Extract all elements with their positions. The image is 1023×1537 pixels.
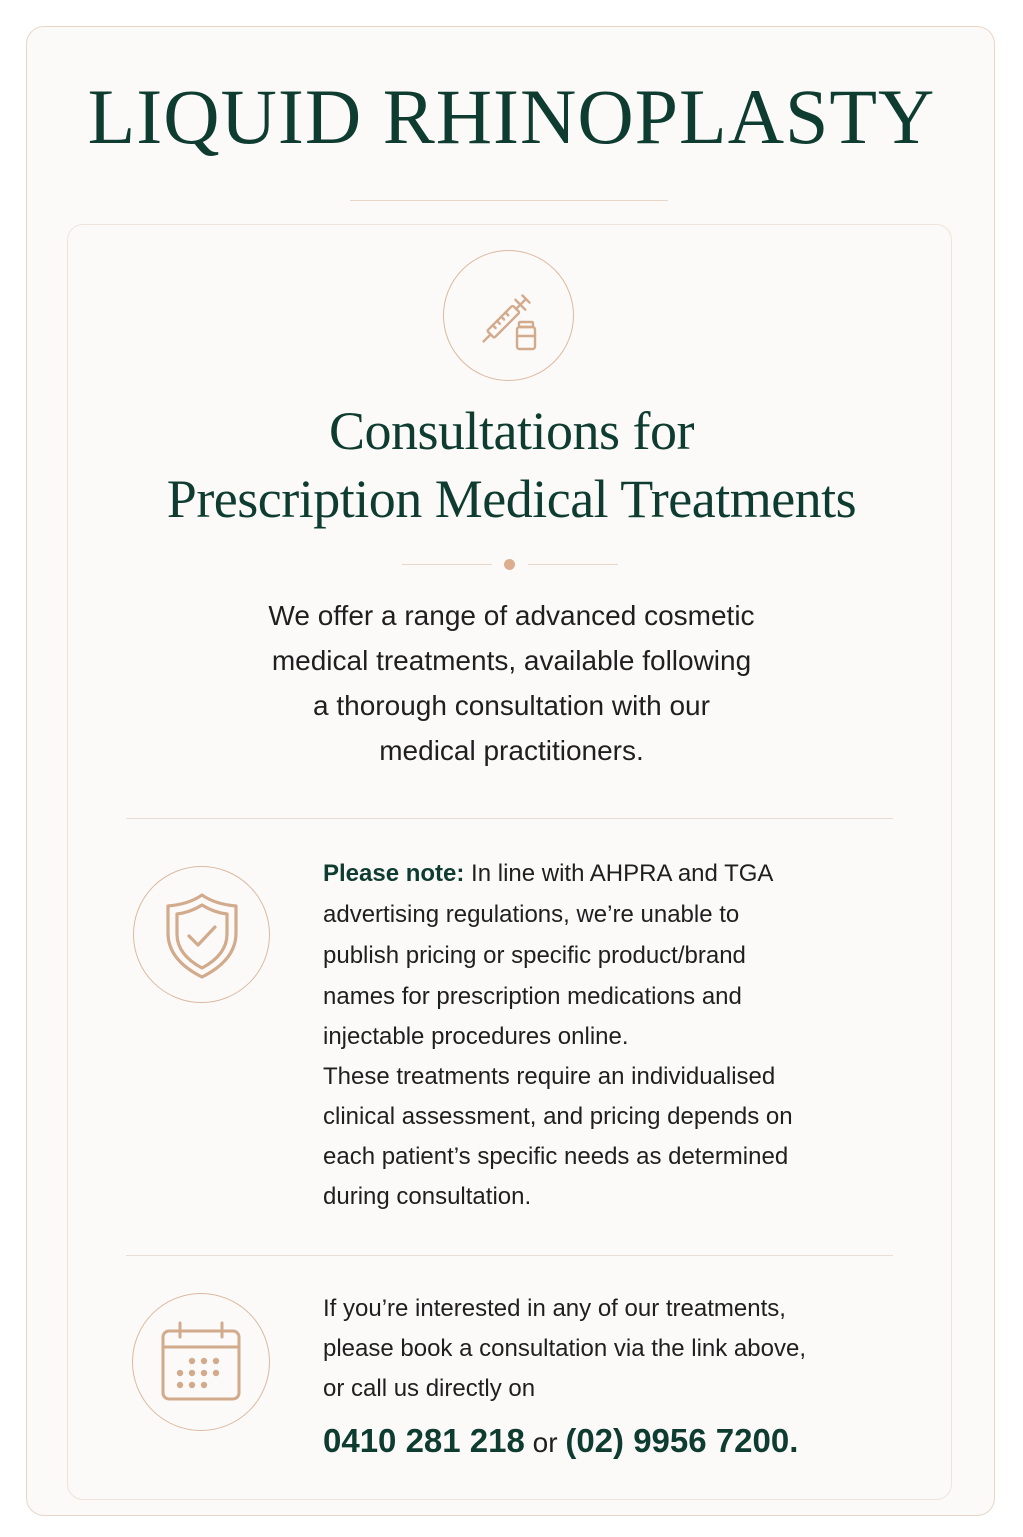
ornament-dot [504, 559, 515, 570]
note-line: clinical assessment, and pricing depends on [323, 1103, 793, 1130]
note-line: names for prescription medications and [323, 983, 742, 1010]
title-divider [350, 200, 668, 201]
cta-line: please book a consultation via the link above, [323, 1335, 806, 1362]
note-line: advertising regulations, we’re unable to [323, 901, 740, 928]
note-line-first [323, 862, 773, 886]
note-line: each patient’s specific needs as determined [323, 1143, 789, 1170]
section-divider [126, 1255, 893, 1256]
brand-title: LIQUID RHINOPLASTY [87, 73, 936, 160]
phone-line [323, 1424, 798, 1457]
calendar-icon [132, 1293, 270, 1431]
note-label: Please note: [323, 860, 465, 887]
shield-check-icon [133, 866, 270, 1003]
intro-text-line: medical treatments, available following [271, 645, 752, 676]
phone-mobile-link[interactable]: 0410 281 218 [323, 1422, 525, 1459]
phone-landline-link[interactable]: (02) 9956 7200. [565, 1422, 799, 1459]
intro-text-line: We offer a range of advanced cosmetic [268, 600, 755, 631]
note-line: These treatments require an individualised [323, 1063, 776, 1090]
note-line: during consultation. [323, 1183, 532, 1210]
intro-text-line: a thorough consultation with our [313, 690, 710, 721]
syringe-vial-icon [443, 250, 574, 381]
cta-line: If you’re interested in any of our treatments, [323, 1295, 786, 1322]
cta-line: or call us directly on [323, 1375, 536, 1402]
phone-separator: or [524, 1427, 566, 1458]
note-line: injectable procedures online. [323, 1023, 629, 1050]
section-heading-line-1: Consultations for [329, 401, 694, 461]
section-divider [126, 818, 893, 819]
ornament-divider-right [528, 564, 618, 565]
intro-text-line: medical practitioners. [379, 735, 644, 766]
ornament-divider-left [402, 564, 492, 565]
section-heading-line-2: Prescription Medical Treatments [166, 469, 857, 529]
note-line: publish pricing or specific product/brand [323, 942, 746, 969]
note-text: In line with AHPRA and TGA [464, 860, 774, 887]
